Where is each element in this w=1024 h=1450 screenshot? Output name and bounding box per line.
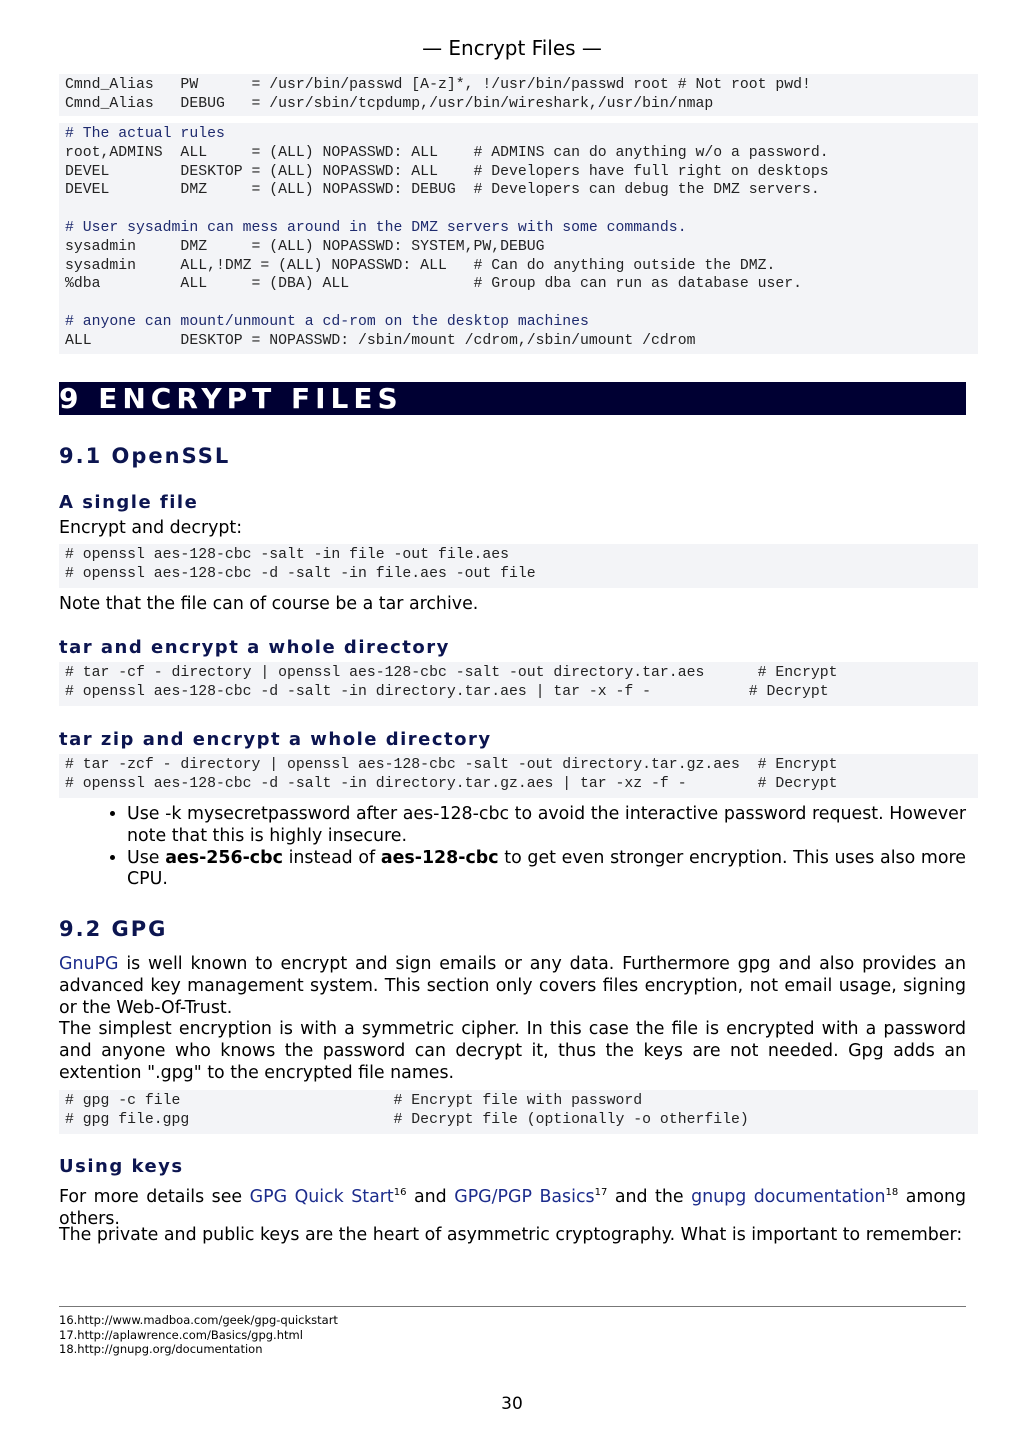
code-line: sysadmin DMZ = (ALL) NOPASSWD: SYSTEM,PW,DEBUG: [65, 238, 545, 255]
code-line: # gpg file.gpg # Decrypt file (optionally -o otherfile): [65, 1111, 749, 1128]
text: is well known to encrypt and sign emails or any data. Furthermore gpg and also provides an advanced key management system. This section only covers files encryption, not email usage, signing or the Web-Of-Trust.: [59, 954, 966, 1018]
code-block-rules: [59, 123, 978, 354]
code-line: DEVEL DESKTOP = (ALL) NOPASSWD: ALL # Developers have full right on desktops: [65, 163, 829, 180]
paragraph-tar-note: Note that the file can of course be a tar archive.: [59, 594, 479, 614]
code-line: # openssl aes-128-cbc -salt -in file -out file.aes: [65, 547, 509, 563]
code-line: DEVEL DMZ = (ALL) NOPASSWD: DEBUG # Developers can debug the DMZ servers.: [65, 182, 820, 199]
gnupg-link[interactable]: GnuPG: [59, 954, 119, 974]
bullet-list: [59, 804, 966, 891]
paragraph-private-public-keys: The private and public keys are the heart of asymmetric cryptography. What is important to remember:: [59, 1225, 963, 1245]
paragraph-symmetric: The simplest encryption is with a symmetric cipher. In this case the file is encrypted with a password and anyone who knows the password can decrypt it, thus the keys are not needed. Gpg adds an extention ".gpg" to the encrypted file names.: [59, 1019, 966, 1083]
code-line: %dba ALL = (DBA) ALL # Group dba can run as database user.: [65, 276, 803, 293]
page-number: 30: [501, 1394, 523, 1414]
footnote-divider: [59, 1306, 966, 1307]
code-block-gpg: [59, 1090, 978, 1134]
code-line: sysadmin ALL,!DMZ = (ALL) NOPASSWD: ALL # Can do anything outside the DMZ.: [65, 257, 776, 274]
code-line: Cmnd_Alias DEBUG = /usr/sbin/tcpdump,/usr/bin/wireshark,/usr/bin/nmap: [65, 95, 714, 112]
text: among others.: [59, 1186, 967, 1229]
footnote-ref: 18: [885, 1187, 899, 1198]
heading-using-keys: Using keys: [59, 1156, 184, 1177]
bold-term: aes-128-cbc: [380, 847, 499, 868]
subsection-heading-gpg: 9.2 GPG: [59, 917, 168, 941]
paragraph-encrypt-decrypt: Encrypt and decrypt:: [59, 518, 243, 538]
text: and the: [607, 1186, 692, 1207]
code-block-tar-zip: [59, 754, 978, 798]
code-block-alias: [59, 74, 978, 116]
code-line: # tar -zcf - directory | openssl aes-128-cbc -salt -out directory.tar.gz.aes # Encrypt: [65, 757, 838, 773]
code-block-single-file: [59, 544, 978, 588]
footnotes: [59, 1313, 966, 1357]
gpg-pgp-basics-link[interactable]: GPG/PGP Basics: [454, 1186, 595, 1207]
text: instead of: [282, 847, 381, 868]
gnupg-documentation-link[interactable]: gnupg documentation: [691, 1186, 886, 1207]
code-line: # openssl aes-128-cbc -d -salt -in directory.tar.gz.aes | tar -xz -f - # Decrypt: [65, 775, 838, 792]
paragraph-gnupg: [59, 954, 966, 1019]
code-line: # openssl aes-128-cbc -d -salt -in directory.tar.aes | tar -x -f - # Decrypt: [65, 683, 829, 700]
text: Use: [127, 847, 166, 868]
code-line: root,ADMINS ALL = (ALL) NOPASSWD: ALL # ADMINS can do anything w/o a password.: [65, 144, 829, 161]
heading-tar-directory: tar and encrypt a whole directory: [59, 637, 450, 658]
bullet-item: [127, 848, 966, 892]
subsection-heading-openssl: 9.1 OpenSSL: [59, 444, 231, 468]
footnote-ref: 16: [393, 1187, 407, 1198]
code-line: # tar -cf - directory | openssl aes-128-cbc -salt -out directory.tar.aes # Encrypt: [65, 665, 838, 681]
footnote: 16.http://www.madboa.com/geek/gpg-quickstart: [59, 1313, 338, 1327]
heading-tar-zip-directory: tar zip and encrypt a whole directory: [59, 729, 492, 750]
code-line: ALL DESKTOP = NOPASSWD: /sbin/mount /cdrom,/sbin/umount /cdrom: [65, 332, 696, 349]
bold-term: aes-256-cbc: [165, 847, 283, 868]
code-line: # openssl aes-128-cbc -d -salt -in file.aes -out file: [65, 565, 536, 582]
code-line: # The actual rules: [65, 126, 225, 142]
code-block-tar-directory: [59, 662, 978, 706]
running-header: — Encrypt Files —: [422, 36, 602, 60]
text: and: [406, 1186, 455, 1207]
footnote: 17.http://aplawrence.com/Basics/gpg.html: [59, 1327, 303, 1342]
text: For more details see: [59, 1186, 250, 1207]
bullet-item: • Use -k mysecretpassword after aes-128-cbc to avoid the interactive password request. However note that this is highly insecure.: [127, 804, 966, 848]
gpg-quickstart-link[interactable]: GPG Quick Start: [249, 1186, 394, 1207]
code-line: # User sysadmin can mess around in the DMZ servers with some commands.: [65, 219, 687, 236]
footnote-ref: 17: [594, 1187, 608, 1198]
code-line: # anyone can mount/unmount a cd-rom on the desktop machines: [65, 313, 589, 330]
paragraph-more-details: [59, 1182, 966, 1230]
section-heading: 9 ENCRYPT FILES: [59, 382, 966, 415]
footnote: 18.http://gnupg.org/documentation: [59, 1342, 263, 1356]
code-line: # gpg -c file # Encrypt file with password: [65, 1093, 643, 1109]
text: to get even stronger encryption. This uses also more CPU.: [127, 847, 966, 890]
code-line: Cmnd_Alias PW = /usr/bin/passwd [A-z]*, !/usr/bin/passwd root # Not root pwd!: [65, 77, 811, 93]
heading-single-file: A single file: [59, 492, 199, 513]
